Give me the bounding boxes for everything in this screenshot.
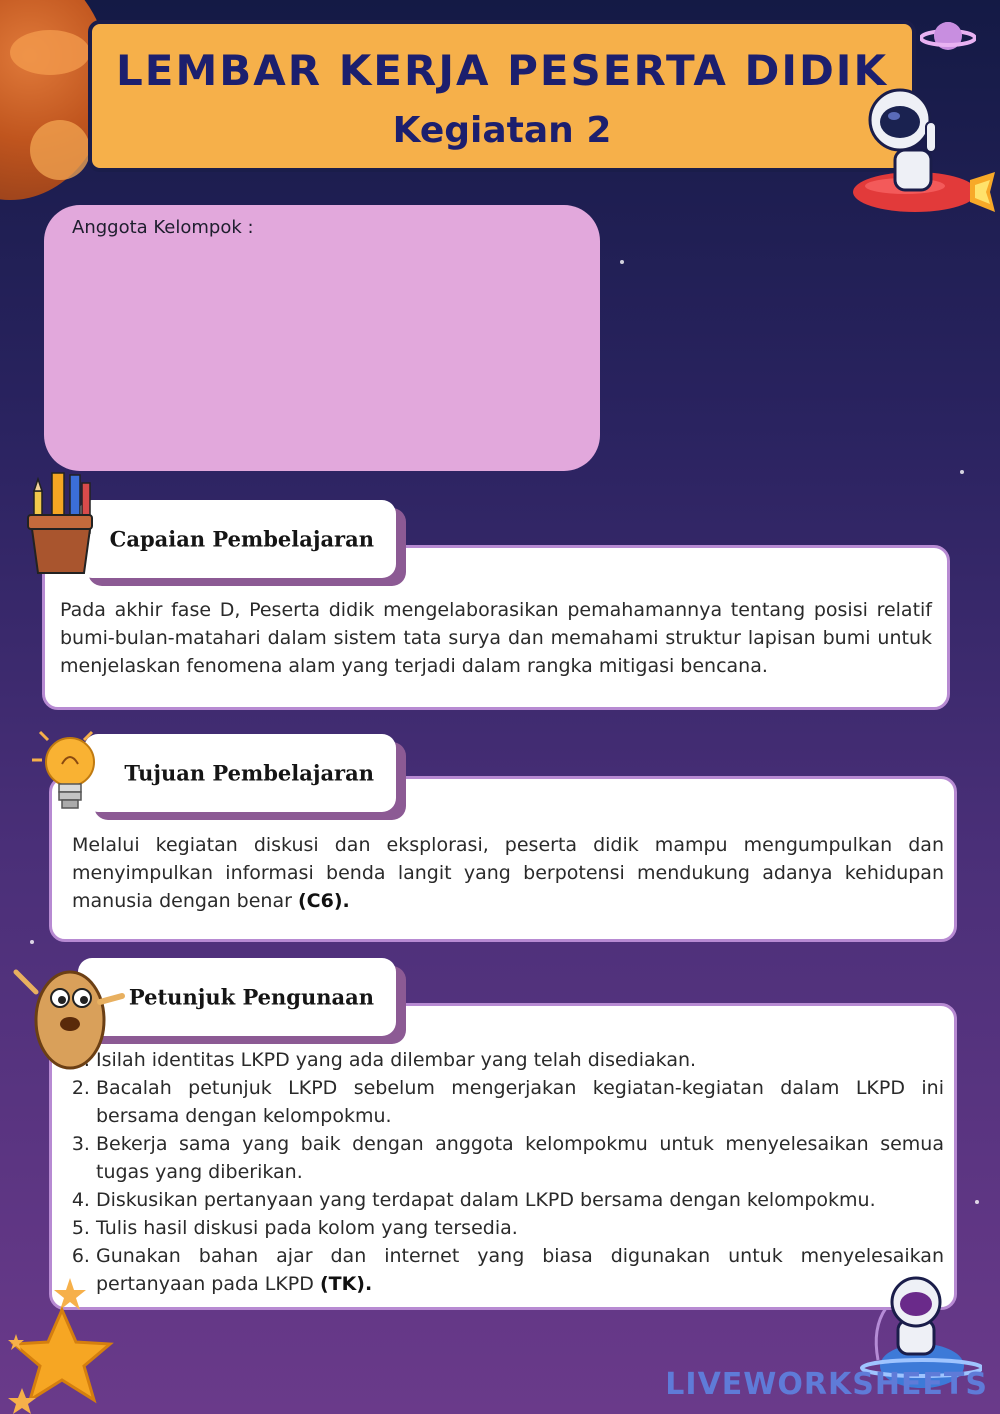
pencil-cup-icon (24, 465, 98, 577)
title-banner (88, 20, 916, 172)
ringed-planet-icon (920, 14, 976, 58)
astronaut-rocket-icon (840, 80, 995, 225)
step-item: 4. Diskusikan pertanyaan yang terdapat dalam LKPD bersama dengan kelompokmu. (96, 1186, 944, 1214)
page-subtitle: Kegiatan 2 (392, 110, 612, 151)
tujuan-code: (C6). (297, 890, 350, 912)
potato-character-icon (12, 962, 130, 1074)
step-item: 1. Isilah identitas LKPD yang ada dilembar yang telah disediakan. (96, 1046, 944, 1074)
tujuan-text-block (72, 831, 944, 915)
star-icon (0, 1270, 130, 1414)
petunjuk-card (49, 1003, 957, 1310)
petunjuk-heading: Petunjuk Pengunaan (128, 984, 374, 1010)
group-members-label: Anggota Kelompok : (72, 217, 254, 238)
capaian-heading: Capaian Pembelajaran (109, 526, 374, 552)
petunjuk-list (62, 1046, 944, 1298)
group-members-box[interactable] (44, 205, 600, 471)
step-item: 3. Bekerja sama yang baik dengan anggota kelompokmu untuk menyelesaikan semua tugas yang diberikan. (96, 1130, 944, 1186)
step-item: 6. Gunakan bahan ajar dan internet yang biasa digunakan untuk menyelesaikan pertanyaan pada LKPD (TK). (96, 1242, 944, 1298)
capaian-heading-tab (78, 500, 396, 578)
tujuan-text: Melalui kegiatan diskusi dan eksplorasi, peserta didik mampu mengumpulkan dan menyimpulkan informasi benda langit yang berpotensi mendukung adanya kehidupan manusia dengan benar (72, 834, 944, 912)
step-code: (TK). (319, 1273, 373, 1295)
capaian-text: Pada akhir fase D, Peserta didik mengelaborasikan pemahamannya tentang posisi relatif bumi-bulan-matahari dalam sistem tata surya dan memahami struktur lapisan bumi untuk menjelaskan fenomena alam yang terjadi dalam rangka mitigasi bencana. (60, 599, 932, 677)
tujuan-heading-tab (84, 734, 396, 812)
petunjuk-list-wrap (62, 1046, 944, 1298)
step-item: 2. Bacalah petunjuk LKPD sebelum mengerjakan kegiatan-kegiatan dalam LKPD ini bersama dengan kelompokmu. (96, 1074, 944, 1130)
step-item: 5. Tulis hasil diskusi pada kolom yang tersedia. (96, 1214, 944, 1242)
watermark-logo: LIVEWORKSHEETS (665, 1367, 988, 1402)
lightbulb-icon (26, 720, 106, 820)
tujuan-heading: Tujuan Pembelajaran (124, 760, 374, 786)
page-title: LEMBAR KERJA PESERTA DIDIK (116, 46, 888, 95)
